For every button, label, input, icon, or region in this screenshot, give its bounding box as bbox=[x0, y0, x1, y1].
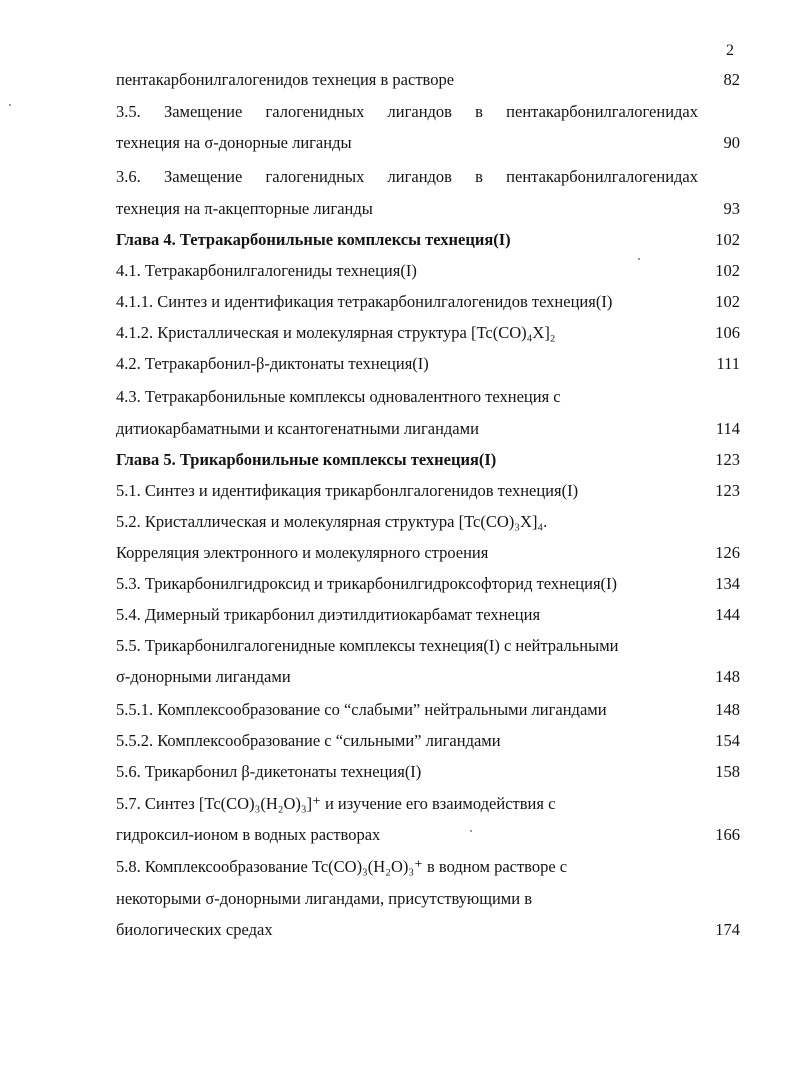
toc-line bbox=[116, 725, 740, 756]
toc-entry-text: технеция на σ-донорные лиганды bbox=[116, 133, 352, 152]
toc-entry-text: 4.2. Тетракарбонил-β-диктонаты технеция(I) bbox=[116, 354, 429, 373]
toc-entry-text: 5.1. Синтез и идентификация трикарбонлгалогенидов технеция(I) bbox=[116, 481, 579, 500]
toc-entry-text: пентакарбонилгалогенидов технеция в растворе bbox=[116, 70, 455, 89]
toc-entry-page: 134 bbox=[715, 574, 740, 593]
toc-entry-page: 126 bbox=[715, 543, 740, 562]
toc-entry-page: 158 bbox=[715, 762, 740, 781]
toc-line bbox=[116, 756, 740, 787]
toc-entry-page: 123 bbox=[715, 481, 740, 500]
toc-entry-text: 5.4. Димерный трикарбонил диэтилдитиокарбамат технеция bbox=[116, 605, 541, 624]
toc-entry-page: 102 bbox=[715, 261, 740, 280]
scan-speck bbox=[9, 104, 11, 106]
toc-line bbox=[116, 788, 740, 819]
toc-line bbox=[116, 694, 740, 725]
toc-line bbox=[116, 255, 740, 286]
toc-line bbox=[116, 127, 740, 158]
toc-line bbox=[116, 64, 740, 95]
page-number: 2 bbox=[726, 42, 734, 59]
toc-entry-page: 106 bbox=[715, 323, 740, 342]
toc-entry-page: 102 bbox=[715, 230, 740, 249]
toc-entry-text: 4.1.1. Синтез и идентификация тетракарбонилгалогенидов технеция(I) bbox=[116, 292, 613, 311]
toc-entry-page: 102 bbox=[715, 292, 740, 311]
toc-entry-text: дитиокарбаматными и ксантогенатными лигандами bbox=[116, 419, 479, 438]
toc-entry-text: σ-донорными лигандами bbox=[116, 667, 291, 686]
toc-entry-page: 154 bbox=[715, 731, 740, 750]
toc-entry-page: 90 bbox=[723, 133, 740, 152]
toc-line bbox=[116, 506, 740, 537]
toc-chapter-title: Глава 4. Тетракарбонильные комплексы технеция(I) bbox=[116, 230, 511, 249]
toc-line bbox=[116, 381, 740, 412]
toc-entry-page: 82 bbox=[723, 70, 740, 89]
toc-entry-page: 111 bbox=[716, 354, 740, 373]
toc-entry-text: 5.6. Трикарбонил β-дикетонаты технеция(I) bbox=[116, 762, 422, 781]
toc-entry-text: 5.3. Трикарбонилгидроксид и трикарбонилгидроксофторид технеция(I) bbox=[116, 574, 618, 593]
toc-entry-text: 3.6. Замещение галогенидных лигандов в пентакарбонилгалогенидах bbox=[116, 167, 698, 186]
toc-entry-text: 4.1.2. Кристаллическая и молекулярная структура [Tc(CO)₄X]₂ bbox=[116, 323, 556, 342]
toc-entry-text: 5.2. Кристаллическая и молекулярная структура [Tc(CO)₃X]₄. bbox=[116, 512, 548, 531]
toc-entry-page: 166 bbox=[715, 825, 740, 844]
toc-line bbox=[116, 348, 740, 379]
toc-line bbox=[116, 161, 740, 192]
toc-entry-text: Корреляция электронного и молекулярного строения bbox=[116, 543, 489, 562]
toc-entry-text: 4.3. Тетракарбонильные комплексы одновалентного технеция с bbox=[116, 387, 561, 406]
toc-entry-page: 114 bbox=[715, 419, 740, 438]
toc-line bbox=[116, 599, 740, 630]
scan-speck bbox=[470, 830, 472, 832]
toc-entry-page: 148 bbox=[715, 700, 740, 719]
toc-line bbox=[116, 475, 740, 506]
toc-line bbox=[116, 317, 740, 348]
toc-entry-text: 5.5.2. Комплексообразование с “сильными” лигандами bbox=[116, 731, 501, 750]
toc-line bbox=[116, 819, 740, 850]
toc-entry-page: 174 bbox=[715, 920, 740, 939]
toc-line bbox=[116, 286, 740, 317]
toc-entry-page: 144 bbox=[715, 605, 740, 624]
toc-line bbox=[116, 537, 740, 568]
toc-line bbox=[116, 568, 740, 599]
toc-line bbox=[116, 661, 740, 692]
toc-line bbox=[116, 444, 740, 475]
toc-line bbox=[116, 224, 740, 255]
toc-line bbox=[116, 914, 740, 945]
toc-entry-page: 93 bbox=[723, 199, 740, 218]
toc-line bbox=[116, 851, 740, 882]
scan-speck bbox=[638, 258, 640, 260]
toc-line bbox=[116, 96, 740, 127]
toc-entry-text: 5.5.1. Комплексообразование со “слабыми” нейтральными лигандами bbox=[116, 700, 607, 719]
toc-entry-text: 4.1. Тетракарбонилгалогениды технеция(I) bbox=[116, 261, 417, 280]
toc-entry-text: 5.5. Трикарбонилгалогенидные комплексы технеция(I) с нейтральными bbox=[116, 636, 619, 655]
toc-entry-text: гидроксил-ионом в водных растворах bbox=[116, 825, 381, 844]
toc-entry-text: технеция на π-акцепторные лиганды bbox=[116, 199, 373, 218]
toc-line bbox=[116, 193, 740, 224]
toc-line bbox=[116, 413, 740, 444]
toc-entry-page: 123 bbox=[715, 450, 740, 469]
toc-entry-text: биологических средах bbox=[116, 920, 273, 939]
toc-entry-text: 5.8. Комплексообразование Tc(CO)₃(H₂O)₃⁺ в водном растворе с bbox=[116, 857, 568, 876]
toc-entry-text: 5.7. Синтез [Tc(CO)₃(H₂O)₃]⁺ и изучение его взаимодействия с bbox=[116, 794, 556, 813]
toc-line bbox=[116, 630, 740, 661]
toc-chapter-title: Глава 5. Трикарбонильные комплексы технеция(I) bbox=[116, 450, 497, 469]
toc-entry-text: некоторыми σ-донорными лигандами, присутствующими в bbox=[116, 889, 532, 908]
toc-line bbox=[116, 883, 740, 914]
toc-entry-page: 148 bbox=[715, 667, 740, 686]
toc-entry-text: 3.5. Замещение галогенидных лигандов в пентакарбонилгалогенидах bbox=[116, 102, 698, 121]
